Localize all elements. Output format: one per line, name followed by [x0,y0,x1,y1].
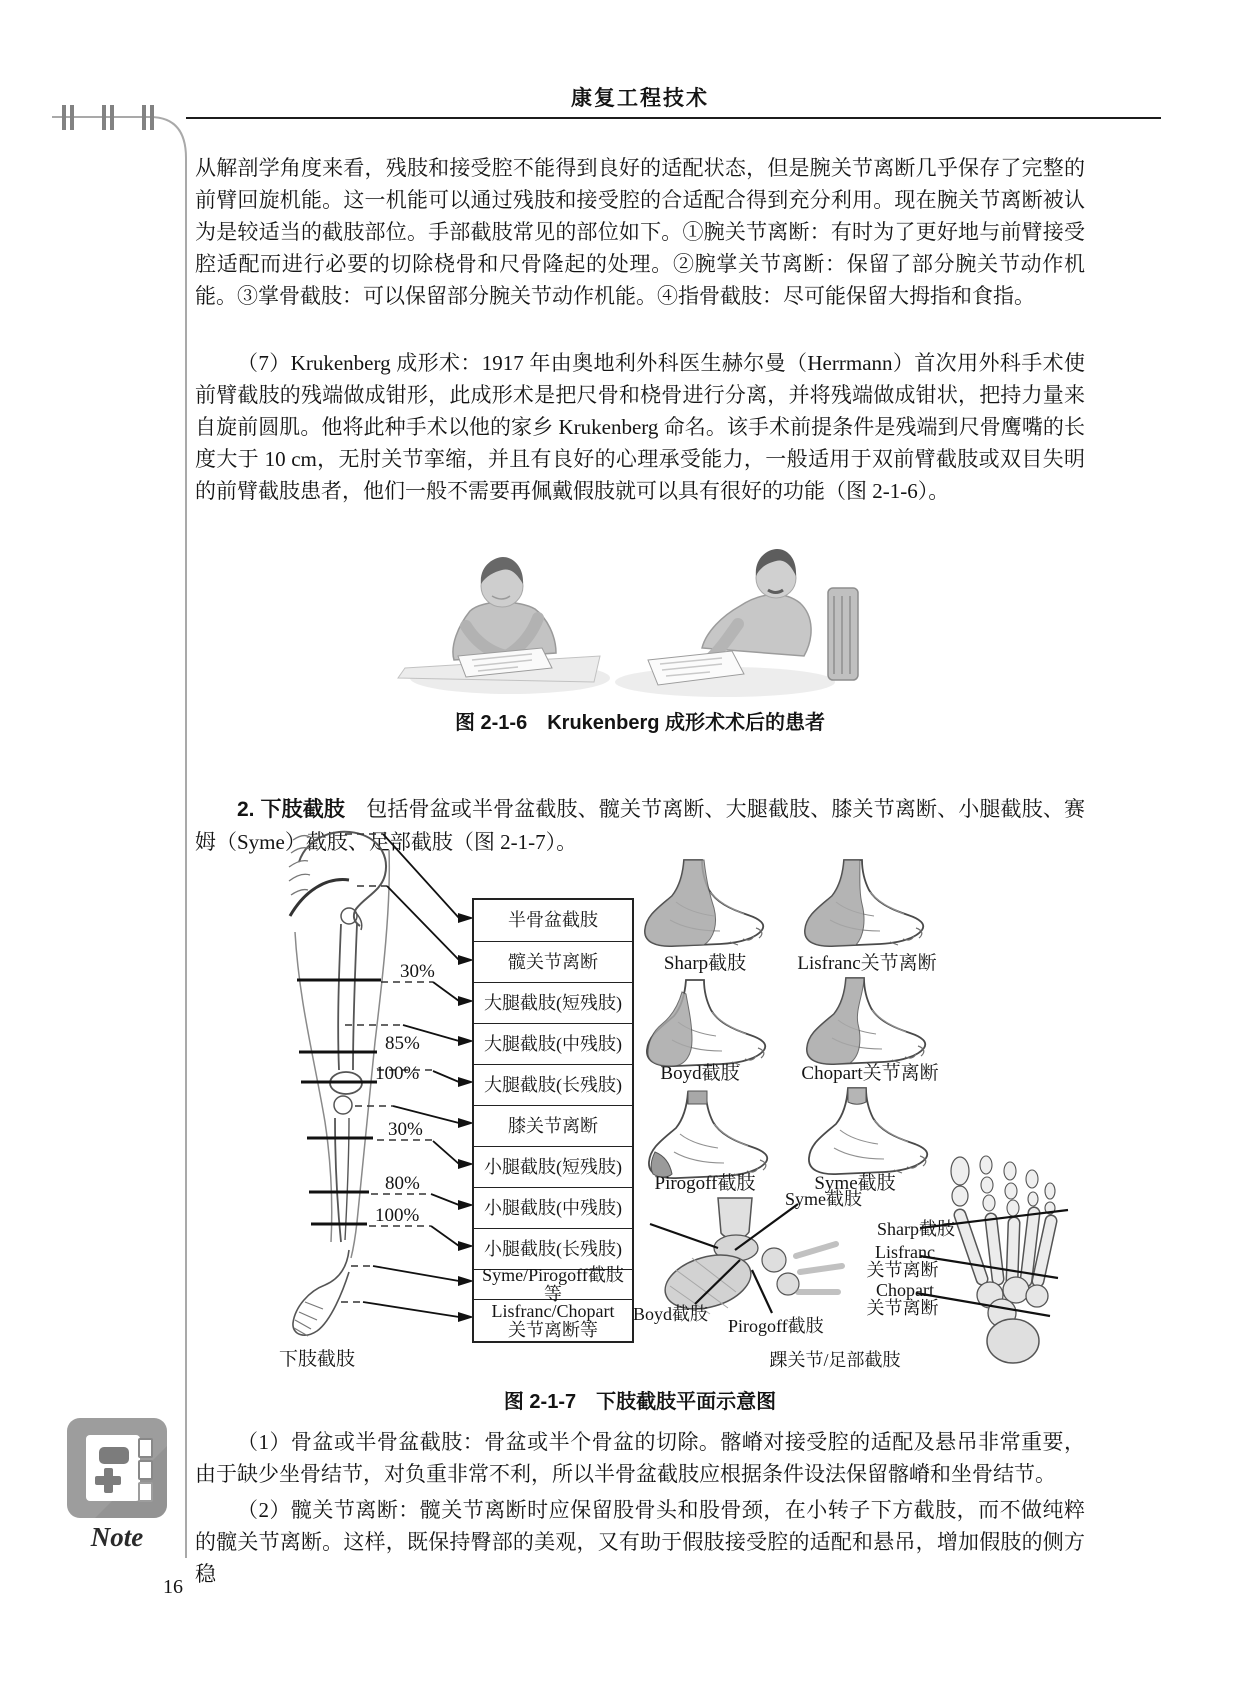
level-box-lisfranc-chopart-line1: Lisfranc/Chopart [491,1300,615,1321]
leg-amputation-diagram [285,820,477,1360]
note-icon [67,1418,167,1518]
section-2-heading: 2. 下肢截肢 [237,798,346,821]
paragraph-hemipelvectomy: （1）骨盆或半骨盆截肢：骨盆或半个骨盆的切除。髂嵴对接受腔的适配及悬吊非常重要，由于缺少坐骨结节，对负重非常不利，所以半骨盆截肢应根据条件设法保留髂嵴和坐骨结节。 [195,1430,1085,1486]
percent-label-shank-80: 80% [385,1173,420,1194]
hindfoot-medial-view [659,1198,842,1318]
ankle-label-syme: Syme截肢 [785,1189,863,1209]
ankle-label-lisfranc-line1: Lisfranc [875,1242,935,1262]
level-box-shank-mid: 小腿截肢(中残肢) [474,1187,632,1228]
ankle-label-chopart-line2: 关节离断 [866,1298,939,1318]
foot-dorsal-view [951,1156,1055,1363]
paragraph-krukenberg: （7）Krukenberg 成形术：1917 年由奥地利外科医生赫尔曼（Herrmann）首次用外科手术使前臂截肢的残端做成钳形，此成形术是把尺骨和桡骨进行分离，并将残端做成钳状，把持力量来自旋前圆肌。他将此种手术以他的家乡 Krukenberg 命名。该手术前提条件是残端到尺骨鹰嘴的长度大于 10 cm，无肘关节挛缩，并且有良好的心理承受能力，一般适用于双前臂截肢或双目失明的前臂截肢患者，他们一般不需要再佩戴假肢就可以具有很好的功能（图 2-1-6）。 [195,351,1085,503]
paragraph-hip-disarticulation: （2）髋关节离断：髋关节离断时应保留股骨头和股骨颈，在小转子下方截肢，而不做纯粹的髋关节离断。这样，既保持臀部的美观，又有助于假肢接受腔的适配和悬吊，增加假肢的侧方稳 [195,1498,1085,1586]
ankle-label-sharp: Sharp截肢 [877,1219,955,1239]
foot-label-syme: Syme截肢 [814,1173,896,1194]
level-box-shank-long: 小腿截肢(长残肢) [474,1228,632,1269]
note-label: Note [90,1522,144,1552]
figure-2-1-6-caption: 图 2-1-6 Krukenberg 成形术术后的患者 [454,712,826,734]
ankle-label-lisfranc-line2: 关节离断 [866,1260,939,1280]
level-box-thigh-short: 大腿截肢(短残肢) [474,982,632,1023]
foot-label-chopart: Chopart关节离断 [801,1063,939,1084]
foot-label-lisfranc: Lisfranc关节离断 [797,953,937,974]
ankle-label-pirogoff: Pirogoff截肢 [728,1316,824,1336]
percent-label-hip: 30% [400,961,435,982]
amputation-level-box-column [472,898,634,1343]
level-box-hip-disarticulation: 髋关节离断 [474,941,632,982]
boy-writing-figure [398,557,610,694]
level-box-thigh-long: 大腿截肢(长残肢) [474,1064,632,1105]
ankle-label-boyd: Boyd截肢 [633,1304,709,1324]
figure-2-1-7-caption: 图 2-1-7 下肢截肢平面示意图 [503,1391,777,1413]
level-box-shank-short: 小腿截肢(短残肢) [474,1146,632,1187]
header-rule [186,117,1161,119]
foot-sharp [645,860,763,946]
foot-pirogoff [649,1091,767,1178]
level-box-lisfranc-chopart [474,1299,632,1341]
foot-boyd [647,980,765,1066]
level-box-syme-pirogoff: Syme/Pirogoff截肢等 [474,1269,632,1299]
man-writing-figure [615,549,858,697]
foot-chopart [807,978,925,1064]
page-number: 16 [163,1576,183,1598]
percent-label-thigh-85: 85% [385,1033,420,1054]
section-2-body: 包括骨盆或半骨盆截肢、髋关节离断、大腿截肢、膝关节离断、小腿截肢、赛姆（Syme）截肢、足部截肢（图 2-1-7）。 [195,797,1085,854]
percent-label-shank-100: 100% [375,1205,420,1226]
percent-label-thigh-100: 100% [375,1063,420,1084]
level-box-thigh-mid: 大腿截肢(中残肢) [474,1023,632,1064]
foot-lisfranc [805,860,923,946]
foot-label-pirogoff: Pirogoff截肢 [654,1173,756,1194]
foot-syme [809,1088,927,1174]
page-header-title: 康复工程技术 [571,87,709,110]
figure-left-footer: 下肢截肢 [278,1349,355,1370]
notebook-icon [86,1435,140,1501]
level-box-knee-disarticulation: 膝关节离断 [474,1105,632,1146]
level-box-lisfranc-chopart-line2: 关节离断等 [508,1319,598,1340]
figure-2-1-6-illustration [300,542,940,700]
foot-label-boyd: Boyd截肢 [660,1063,740,1084]
paragraph-hand-amputation: 从解剖学角度来看，残肢和接受腔不能得到良好的适配状态，但是腕关节离断几乎保存了完整的前臂回旋机能。这一机能可以通过残肢和接受腔的合适配合得到充分利用。现在腕关节离断被认为是较适当的截肢部位。手部截肢常见的部位如下。①腕关节离断：有时为了更好地与前臂接受腔适配而进行必要的切除桡骨和尺骨隆起的处理。②腕掌关节离断：保留了部分腕关节动作机能。③掌骨截肢：可以保留部分腕关节动作机能。④指骨截肢：尽可能保留大拇指和食指。 [195,156,1085,308]
foot-label-sharp: Sharp截肢 [663,953,747,974]
figure-right-footer: 踝关节/足部截肢 [769,1350,901,1370]
level-box-hemipelvectomy: 半骨盆截肢 [508,910,598,931]
ankle-label-chopart-line1: Chopart [876,1280,934,1300]
percent-label-shank-30: 30% [388,1119,423,1140]
